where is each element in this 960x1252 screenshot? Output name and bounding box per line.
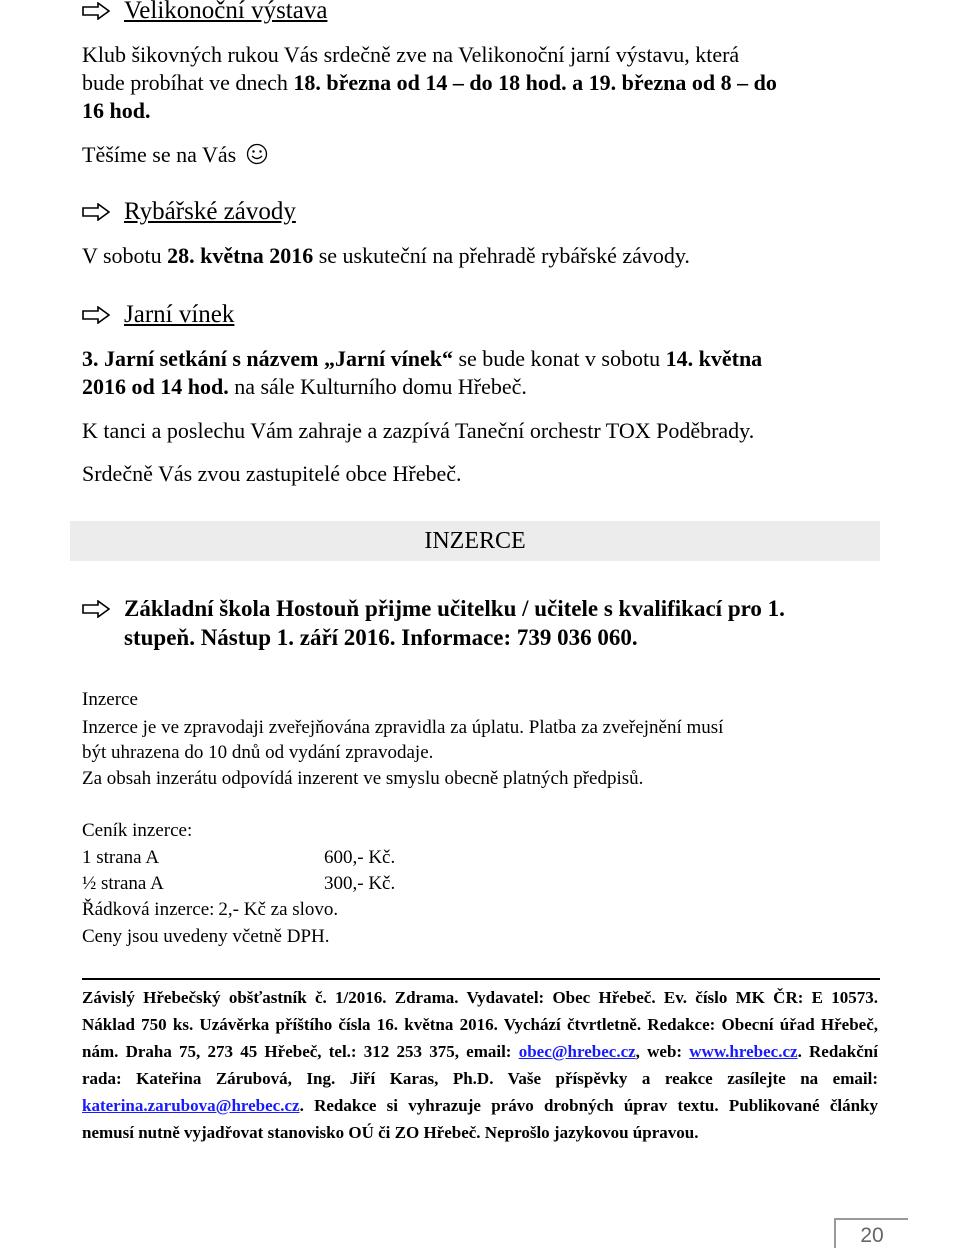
section-title: Velikonoční výstava [124,0,328,24]
cenik-row-price: 300,- Kč. [324,873,396,894]
cenik-row-label: ½ strana A [82,873,164,894]
cenik-row-price: 600,- Kč. [324,847,396,868]
footer-imprint: Závislý Hřebečský obšťastník č. 1/2016. Zdrama. Vydavatel: Obec Hřebeč. Ev. číslo MK ČR: E 10573. Náklad 750 ks. Uzávěrka příštího čísla 16. května 2016. Vychází čtvrtletně. Redakce: Obecní úřad Hřebeč, nám. Draha 75, 273 45 Hřebeč, tel.: 312 253 375, email: obec@hrebec.cz, web: www.hrebec.cz. Redakční rada: Kateřina Zárubová, Ing. Jiří Karas, Ph.D. Vaše příspěvky a reakce zasílejte na email: katerina.zarubova@hrebec.cz. Redakce si vyhrazuje právo drobných úprav textu. Publikované články nemusí nutně vyjadřovat stanovisko OÚ či ZO Hřebeč. Neprošlo jazykovou úpravou. [82,988,878,1142]
job-ad-line2: stupeň. Nástup 1. září 2016. Informace: 739 036 060. [124,625,638,650]
arrow-right-icon [82,2,110,20]
text-line: 3. Jarní setkání s názvem „Jarní vínek“ se bude konat v sobotu 14. května [82,346,763,371]
text-line: K tanci a poslechu Vám zahraje a zazpívá Taneční orchestr TOX Poděbrady. [82,418,755,443]
inzerce-heading: Inzerce [82,689,138,710]
email-link[interactable]: obec@hrebec.cz [518,1042,636,1061]
cenik-dph: Ceny jsou uvedeny včetně DPH. [82,926,330,947]
smiley-icon [246,143,268,165]
text-line: Klub šikovných rukou Vás srdečně zve na Velikonoční jarní výstavu, která [82,42,740,67]
arrow-right-icon [82,306,110,324]
text-line: Srdečně Vás zvou zastupitelé obce Hřebeč. [82,461,462,486]
text-line: bude probíhat ve dnech 18. března od 14 – do 18 hod. a 19. března od 8 – do [82,70,777,95]
section-heading-vinek [82,300,234,330]
text-line: Za obsah inzerátu odpovídá inzerent ve smyslu obecně platných předpisů. [82,768,644,789]
text-line: 2016 od 14 hod. na sále Kulturního domu Hřebeč. [82,374,527,399]
text-line: 16 hod. [82,98,151,123]
arrow-right-icon [82,203,110,221]
page-number: 20 [834,1218,908,1248]
web-link[interactable]: www.hrebec.cz [689,1042,798,1061]
text-line: Inzerce je ve zpravodaji zveřejňována zpravidla za úplatu. Platba za zveřejnění musí [82,717,724,738]
section-title: Rybářské závody [124,198,296,225]
text-line: Těšíme se na Vás [82,142,268,168]
inzerce-banner: INZERCE [70,521,880,561]
text-line: V sobotu 28. května 2016 se uskuteční na přehradě rybářské závody. [82,243,690,268]
email-link[interactable]: katerina.zarubova@hrebec.cz [82,1096,300,1115]
arrow-right-icon [82,600,110,618]
cenik-title: Ceník inzerce: [82,820,193,841]
job-ad-line1: Základní škola Hostouň přijme učitelku / učitele s kvalifikací pro 1. [82,594,785,624]
section-heading-velikonocni [82,0,327,26]
footer-divider [82,978,880,980]
text-line: být uhrazena do 10 dnů od vydání zpravodaje. [82,742,434,763]
cenik-radkova: Řádková inzerce: 2,- Kč za slovo. [82,899,339,920]
section-heading-rybarske [82,197,296,227]
section-title: Jarní vínek [124,301,235,328]
cenik-row-label: 1 strana A [82,847,160,868]
